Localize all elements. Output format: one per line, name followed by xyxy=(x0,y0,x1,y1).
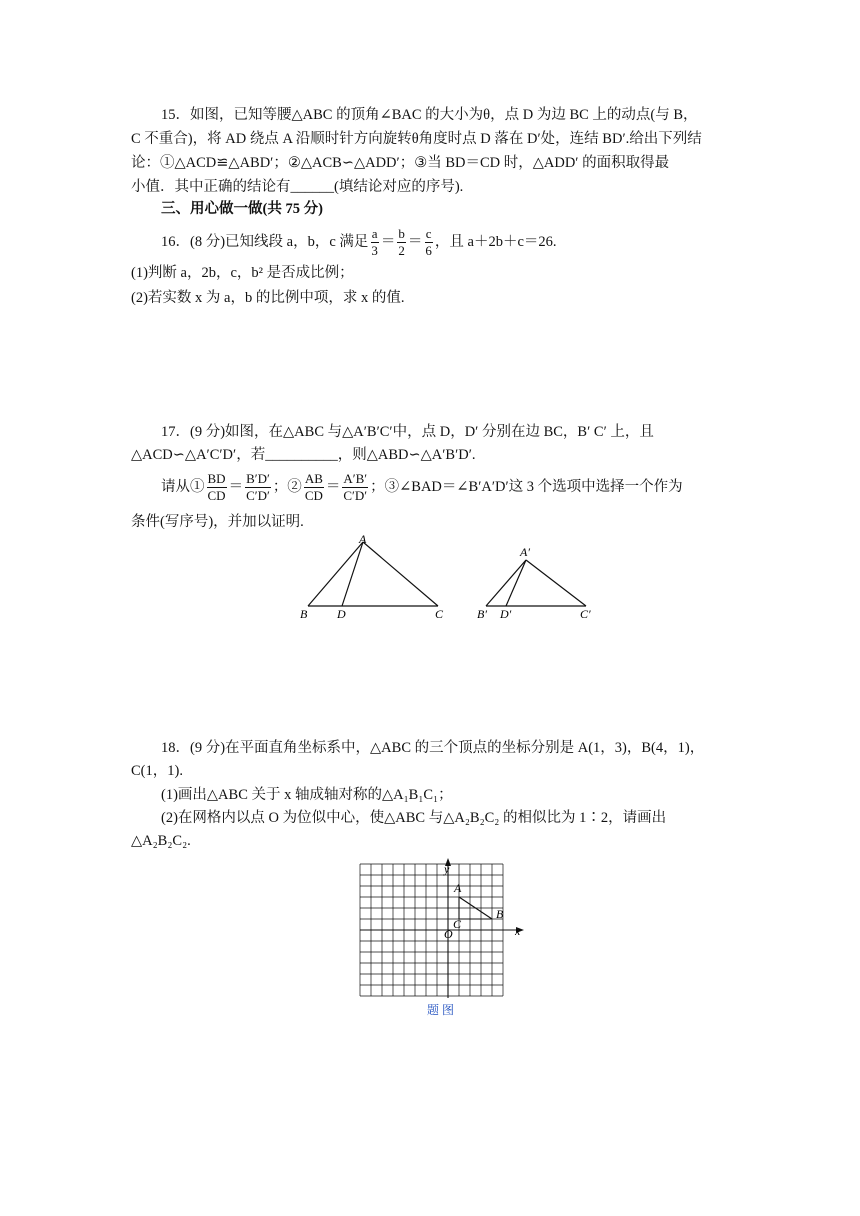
q16-equals-2: ＝ xyxy=(407,234,423,250)
q17-line2: △ACD∽△A′C′D′，若__________，则△ABD∽△A′B′D′. xyxy=(131,447,476,463)
q17-fraction-ab-cd-prime: $\frac{A'B'}{C'D'}$ xyxy=(343,471,368,504)
q17-tail: ；③∠BAD＝∠B′A′D′这 3 个选项中选择一个作为 xyxy=(370,479,683,495)
label-b-prime: B′ xyxy=(477,607,487,621)
q16-part1: (1)判断 a，2b，c，b² 是否成比例； xyxy=(131,265,354,281)
q17-fraction-ab-cd: $\frac{AB}{CD}$ xyxy=(304,471,323,504)
q16-line xyxy=(161,225,557,259)
q18-part2: (2)在网格内以点 O 为位似中心，使△ABC 与△A₂B₂C₂ 的相似比为 1∶2，请画出 xyxy=(161,810,667,826)
q17-mid: ；② xyxy=(272,479,302,495)
q17-line1: 17．(9 分)如图，在△ABC 与△A′B′C′中，点 D，D′ 分别在边 BC，B′ C′ 上，且 xyxy=(161,424,654,440)
figure-caption: 题 图 xyxy=(427,1003,455,1017)
q16-fraction-a: $\frac{a}{3}$ xyxy=(371,226,378,259)
q17-equals-2: ＝ xyxy=(325,479,341,495)
q17-line4: 条件(写序号)，并加以证明. xyxy=(131,514,304,530)
triangle-abc xyxy=(308,542,438,606)
point-a-label: A xyxy=(454,881,462,895)
q17-line3 xyxy=(161,469,683,505)
q17-triangles-figure xyxy=(290,530,610,626)
q16-fraction-b: $\frac{b}{2}$ xyxy=(398,226,405,259)
q16-fraction-c: $\frac{c}{6}$ xyxy=(425,226,432,259)
q18-line2: C(1，1). xyxy=(131,763,183,779)
q17-fraction-bd-cd: $\frac{BD}{CD}$ xyxy=(207,471,226,504)
q17-equals-1: ＝ xyxy=(228,479,244,495)
label-b: B xyxy=(300,607,308,621)
q15-line3: 论：①△ACD≌△ABD′；②△ACB∽△ADD′；③当 BD＝CD 时，△ADD′ 的面积取得最 xyxy=(131,155,670,171)
point-c-label: C xyxy=(453,917,462,931)
label-d: D xyxy=(337,607,346,621)
q16-equals-1: ＝ xyxy=(380,234,396,250)
triangle-abc-prime xyxy=(486,560,586,606)
label-a-prime: A′ xyxy=(520,545,530,559)
label-a: A xyxy=(359,532,367,546)
q15-line2: C 不重合)，将 AD 绕点 A 沿顺时针方向旋转θ角度时点 D 落在 D′处，连结 BD′.给出下列结 xyxy=(131,131,702,147)
label-c: C xyxy=(435,607,444,621)
section-heading: 三、用心做一做(共 75 分) xyxy=(161,201,323,217)
axes xyxy=(360,864,518,998)
coordinate-grid-figure xyxy=(350,856,540,1004)
q17-fraction-bd-cd-prime: $\frac{B'D'}{C'D'}$ xyxy=(246,471,270,504)
label-d-prime: D′ xyxy=(500,607,512,621)
q16-tail: ，且 a＋2b＋c＝26. xyxy=(434,234,557,250)
x-axis-label: x xyxy=(515,924,521,938)
label-c-prime: C′ xyxy=(580,607,591,621)
y-axis-label: y xyxy=(444,862,450,876)
q15-line1: 15．如图，已知等腰△ABC 的顶角∠BAC 的大小为θ，点 D 为边 BC 上的动点(与 B， xyxy=(161,107,698,123)
q16-part2: (2)若实数 x 为 a，b 的比例中项，求 x 的值. xyxy=(131,290,405,306)
q15-line4: 小值．其中正确的结论有______(填结论对应的序号). xyxy=(131,179,464,195)
origin-label: O xyxy=(444,927,453,941)
q16-lead: 16．(8 分)已知线段 a，b，c 满足 xyxy=(161,234,369,250)
q18-part2b: △A₂B₂C₂. xyxy=(131,833,191,849)
q18-line1: 18．(9 分)在平面直角坐标系中，△ABC 的三个顶点的坐标分别是 A(1，3)，B(4，1)， xyxy=(161,740,705,756)
point-b-label: B xyxy=(496,907,504,921)
q18-part1: (1)画出△ABC 关于 x 轴成轴对称的△A₁B₁C₁； xyxy=(161,787,453,803)
q17-lead: 请从① xyxy=(161,479,205,495)
